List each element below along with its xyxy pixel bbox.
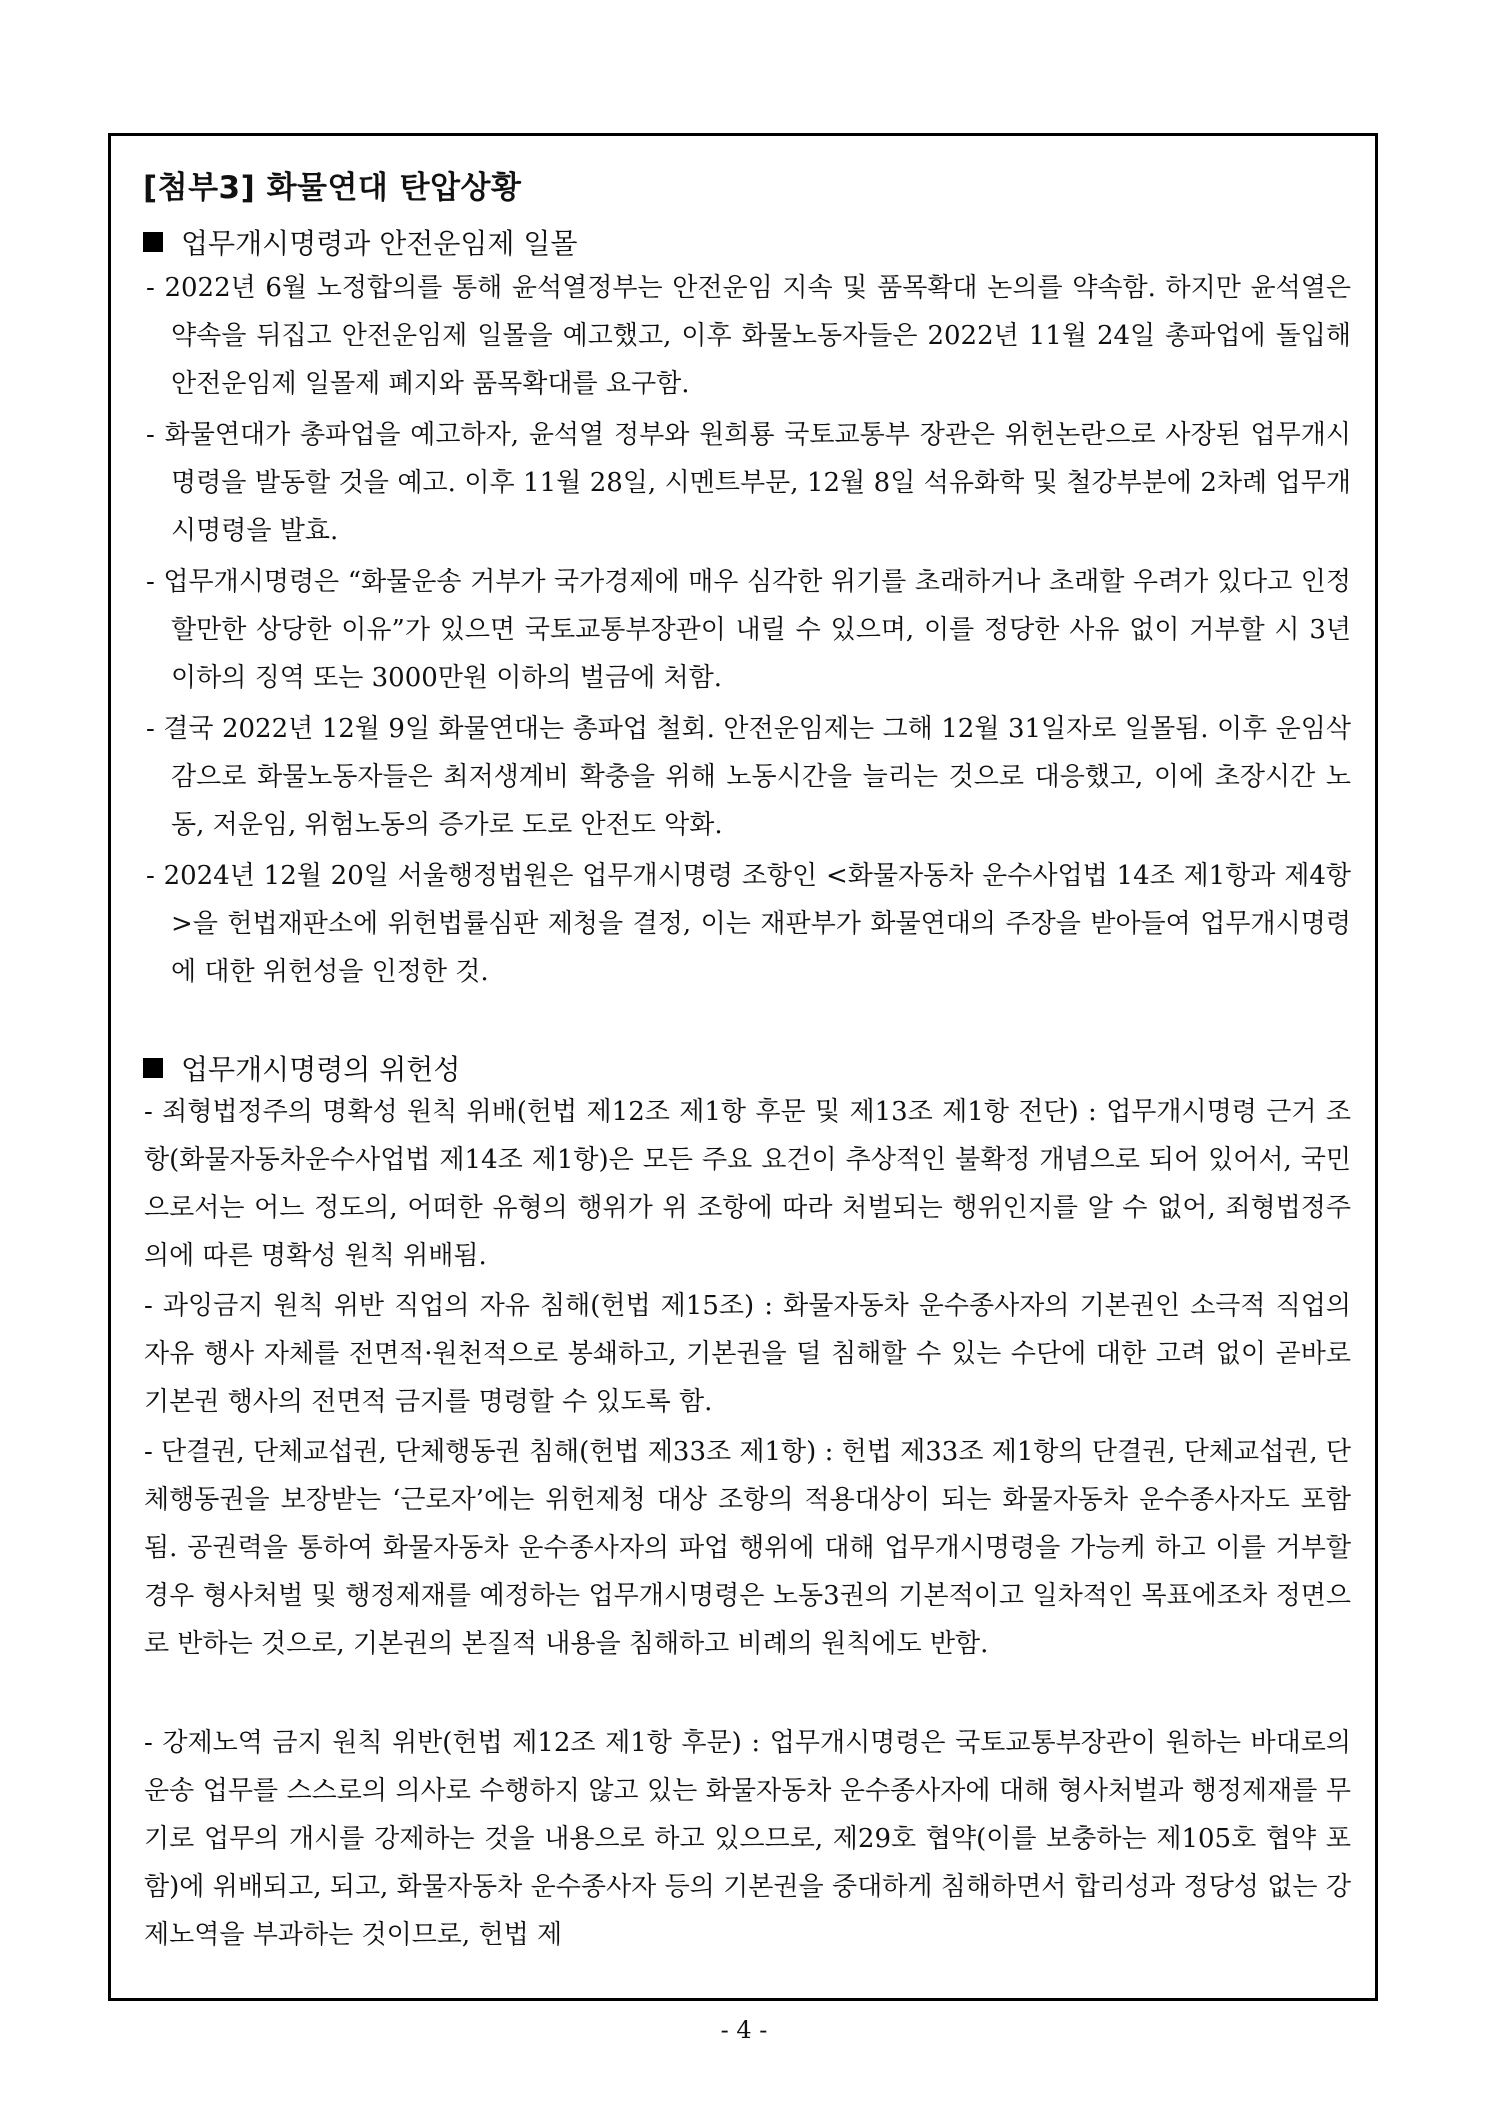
page-number: - 4 - — [720, 2016, 768, 2044]
square-bullet-icon — [143, 1058, 163, 1078]
section-heading-1-text: 업무개시명령과 안전운임제 일몰 — [181, 227, 578, 260]
section-heading-1 — [143, 222, 577, 262]
section-heading-2 — [143, 1048, 460, 1088]
section-heading-2-text: 업무개시명령의 위헌성 — [181, 1053, 461, 1086]
page-title: [첨부3] 화물연대 탄압상황 — [143, 170, 522, 206]
paragraph: - 결국 2022년 12월 9일 화물연대는 총파업 철회. 안전운임제는 그해 12월 31일자로 일몰됨. 이후 운임삭감으로 화물노동자들은 최저생계비 확충을 위해 노동시간을 늘리는 것으로 대응했고, 이에 초장시간 노동, 저운임, 위험노동의 증가로 도로 안전도 악화. — [146, 714, 1351, 840]
paragraph: - 강제노역 금지 원칙 위반(헌법 제12조 제1항 후문) : 업무개시명령은 국토교통부장관이 원하는 바대로의 운송 업무를 스스로의 의사로 수행하지 않고 있는 화물자동차 운수종사자에 대해 형사처벌과 행정제재를 무기로 업무의 개시를 강제하는 것을 내용으로 하고 있으므로, 제29호 협약(이를 보충하는 제105호 협약 포함)에 위배되고, 되고, 화물자동차 운수종사자 등의 기본권을 중대하게 침해하면서 합리성과 정당성 없는 강제노역을 부과하는 것이므로, 헌법 제 — [144, 1728, 1351, 1950]
paragraph: - 과잉금지 원칙 위반 직업의 자유 침해(헌법 제15조) : 화물자동차 운수종사자의 기본권인 소극적 직업의 자유 행사 자체를 전면적·원천적으로 봉쇄하고, 기본권을 덜 침해할 수 있는 수단에 대한 고려 없이 곧바로 기본권 행사의 전면적 금지를 명령할 수 있도록 함. — [144, 1291, 1351, 1417]
paragraph: - 죄형법정주의 명확성 원칙 위배(헌법 제12조 제1항 후문 및 제13조 제1항 전단) : 업무개시명령 근거 조항(화물자동차운수사업법 제14조 제1항)은 모든 주요 요건이 추상적인 불확정 개념으로 되어 있어서, 국민으로서는 어느 정도의, 어떠한 유형의 행위가 위 조항에 따라 처벌되는 행위인지를 알 수 없어, 죄형법정주의에 따른 명확성 원칙 위배됨. — [144, 1097, 1351, 1271]
content-frame — [108, 133, 1378, 2001]
paragraph: - 단결권, 단체교섭권, 단체행동권 침해(헌법 제33조 제1항) : 헌법 제33조 제1항의 단결권, 단체교섭권, 단체행동권을 보장받는 ‘근로자’에는 위헌제청 대상 조항의 적용대상이 되는 화물자동차 운수종사자도 포함됨. 공권력을 통하여 화물자동차 운수종사자의 파업 행위에 대해 업무개시명령을 가능케 하고 이를 거부할 경우 형사처벌 및 행정제재를 예정하는 업무개시명령은 노동3권의 기본적이고 일차적인 목표에조차 정면으로 반하는 것으로, 기본권의 본질적 내용을 침해하고 비례의 원칙에도 반함. — [144, 1437, 1351, 1659]
square-bullet-icon — [143, 232, 163, 252]
paragraph: - 2022년 6월 노정합의를 통해 윤석열정부는 안전운임 지속 및 품목확대 논의를 약속함. 하지만 윤석열은 약속을 뒤집고 안전운임제 일몰을 예고했고, 이후 화물노동자들은 2022년 11월 24일 총파업에 돌입해 안전운임제 일몰제 폐지와 품목확대를 요구함. — [146, 273, 1351, 399]
paragraph: - 업무개시명령은 “화물운송 거부가 국가경제에 매우 심각한 위기를 초래하거나 초래할 우려가 있다고 인정할만한 상당한 이유”가 있으면 국토교통부장관이 내릴 수 있으며, 이를 정당한 사유 없이 거부할 시 3년 이하의 징역 또는 3000만원 이하의 벌금에 처함. — [146, 567, 1351, 693]
paragraph: - 화물연대가 총파업을 예고하자, 윤석열 정부와 원희룡 국토교통부 장관은 위헌논란으로 사장된 업무개시명령을 발동할 것을 예고. 이후 11월 28일, 시멘트부문, 12월 8일 석유화학 및 철강부분에 2차례 업무개시명령을 발효. — [146, 420, 1351, 546]
paragraph: - 2024년 12월 20일 서울행정법원은 업무개시명령 조항인 <화물자동차 운수사업법 14조 제1항과 제4항>을 헌법재판소에 위헌법률심판 제청을 결정, 이는 재판부가 화물연대의 주장을 받아들여 업무개시명령에 대한 위헌성을 인정한 것. — [146, 861, 1351, 987]
